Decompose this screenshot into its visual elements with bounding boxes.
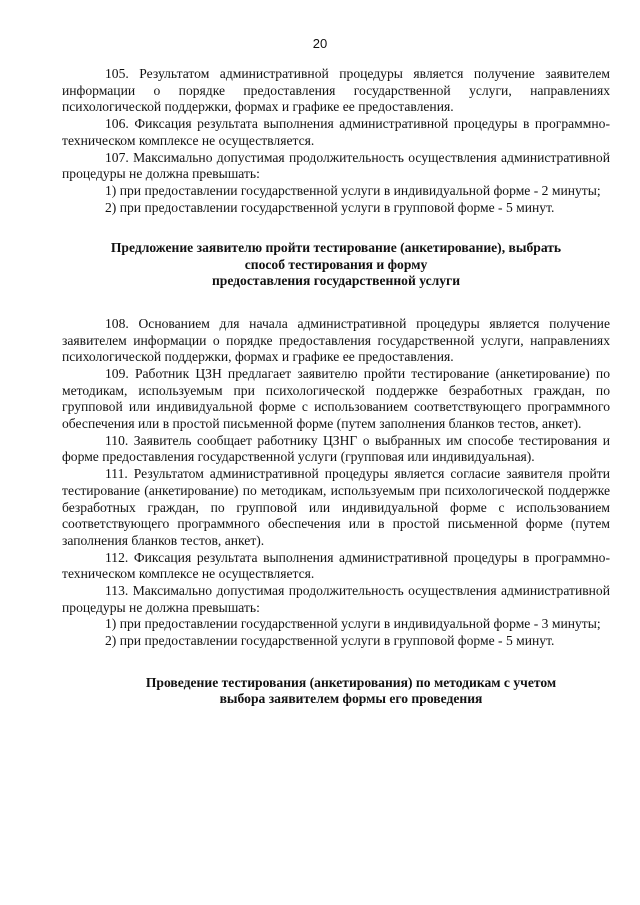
heading-line: Предложение заявителю пройти тестирование (анкетирование), выбрать bbox=[110, 240, 562, 256]
paragraph-112: 112. Фиксация результата выполнения административной процедуры в программно-техническом комплексе не осуществляется. bbox=[62, 549, 610, 582]
paragraph-109: 109. Работник ЦЗН предлагает заявителю пройти тестирование (анкетирование) по методикам, используемым при психологической поддержке безработных граждан, по групповой или индивидуальной форме с использованием соответствующего программного обеспечения или в простой письменной форме (путем заполнения бланков тестов, анкет). bbox=[62, 365, 610, 432]
heading-line: Проведение тестирования (анкетирования) по методикам с учетом bbox=[145, 674, 557, 690]
heading-line: предоставления государственной услуги bbox=[211, 273, 461, 289]
paragraph-108: 108. Основанием для начала административной процедуры является получение заявителем информации о порядке предоставления государственной услуги, направлениях психологической поддержки, формах и графике ее предоставления. bbox=[62, 315, 610, 365]
paragraph-105: 105. Результатом административной процедуры является получение заявителем информации о порядке предоставления государственной услуги, направлениях психологической поддержки, формах и графике ее предоставления. bbox=[62, 66, 610, 115]
heading-line: способ тестирования и форму bbox=[244, 256, 428, 272]
heading-line: выбора заявителем формы его проведения bbox=[219, 691, 483, 707]
paragraph-113: 113. Максимально допустимая продолжительность осуществления административной процедуры не должна превышать: bbox=[62, 583, 610, 615]
paragraph-106: 106. Фиксация результата выполнения административной процедуры в программно-техническом комплексе не осуществляется. bbox=[62, 116, 610, 148]
paragraph-107-item-2: 2) при предоставлении государственной услуги в групповой форме - 5 минут. bbox=[105, 199, 555, 215]
section-heading-testing-conduct bbox=[62, 675, 610, 708]
paragraph-113-item-2: 2) при предоставлении государственной услуги в групповой форме - 5 минут. bbox=[105, 633, 555, 649]
section-heading-testing-offer bbox=[62, 240, 610, 290]
paragraph-107: 107. Максимально допустимая продолжительность осуществления административной процедуры не должна превышать: bbox=[62, 149, 610, 182]
document-body bbox=[62, 66, 610, 708]
page-number: 20 bbox=[312, 36, 328, 51]
paragraph-111: 111. Результатом административной процедуры является согласие заявителя пройти тестирование (анкетирование) по методикам, используемым при психологической поддержке безработных граждан, по групповой или индивидуальной форме с использованием соответствующего программного обеспечения или в простой письменной форме (путем заполнения бланков тестов, анкет). bbox=[62, 466, 610, 548]
paragraph-107-item-1: 1) при предоставлении государственной услуги в индивидуальной форме - 2 минуты; bbox=[105, 182, 601, 198]
paragraph-113-item-1: 1) при предоставлении государственной услуги в индивидуальной форме - 3 минуты; bbox=[105, 616, 601, 632]
paragraph-110: 110. Заявитель сообщает работнику ЦЗНГ о выбранных им способе тестирования и форме предоставления государственной услуги (групповая или индивидуальная). bbox=[62, 432, 610, 465]
